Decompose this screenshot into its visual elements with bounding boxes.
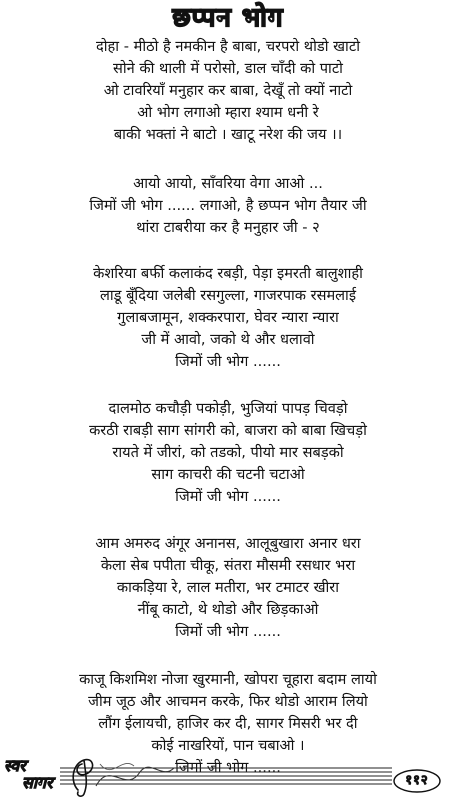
- verse-line: लौंग ईलायची, हाजिर कर दी, सागर मिसरी भर दी: [98, 715, 358, 732]
- verse-line: रायते में जीरां, को तडको, पीयो मार सबड़को: [112, 444, 344, 461]
- verse-line: जिमों जी भोग ......: [175, 488, 281, 505]
- verse-line: जिमों जी भोग ......: [175, 353, 281, 370]
- verse-line: ओ टावरियाँ मनुहार कर बाबा, देखूँ तो क्यों नाटो: [103, 82, 353, 99]
- verse-line: लाडू बूँदिया जलेबी रसगुल्ला, गाजरपाक रसमलाई: [99, 287, 357, 304]
- verse-line: काकड़िया रे, लाल मतीरा, भर टमाटर खीरा: [116, 579, 340, 596]
- verse-line: ओ भोग लगाओ म्हारा श्याम धनी रे: [137, 104, 319, 121]
- verse-line: करठी राबड़ी साग सांगरी को, बाजरा को बाबा खिचड़ो: [89, 422, 367, 439]
- page-number: ११२: [405, 773, 429, 788]
- verse-line: जिमों जी भोग ...... लगाओ, है छप्पन भोग तैयार जी: [89, 197, 367, 214]
- verse-line: जीम जूठ और आचमन करके, फिर थोडो आराम लियो: [88, 693, 368, 710]
- logo-line-2: सागर: [22, 773, 53, 792]
- stanza-doha: [0, 36, 456, 146]
- verse-line: जी में आवो, जको थे और धलावो: [141, 331, 315, 348]
- page-title: छप्पन भोग: [172, 3, 284, 33]
- verse-line: दोहा - मीठो है नमकीन है बाबा, चरपरो थोडो खाटो: [96, 38, 360, 55]
- verse-line: केला सेब पपीता चीकू, संतरा मौसमी रसधार भरा: [100, 557, 356, 574]
- verse-line: सोने की थाली में परोसो, डाल चाँदी को पाटो: [113, 60, 343, 77]
- publisher-logo: [4, 758, 53, 791]
- verse-line: कोई नाखरियों, पान चबाओ ।: [151, 737, 305, 754]
- logo-line-1: स्वर: [4, 756, 26, 775]
- verse-line: जिमों जी भोग ......: [175, 759, 281, 776]
- verse-line: थांरा टाबरीया कर है मनुहार जी - २: [136, 219, 320, 236]
- verse-line: गुलाबजामून, शक्करपारा, घेवर न्यारा न्यारा: [117, 309, 339, 326]
- page-footer: [0, 750, 456, 800]
- stanza-refrain: [0, 173, 456, 239]
- stanza-fruits: [0, 533, 456, 643]
- verse-line: केशरिया बर्फी कलाकंद रबड़ी, पेड़ा इमरती बालुशाही: [93, 265, 363, 282]
- stanza-savories: [0, 398, 456, 508]
- verse-line: जिमों जी भोग ......: [175, 623, 281, 640]
- verse-line: साग काचरी की चटनी चटाओ: [151, 466, 305, 483]
- verse-line: आयो आयो, साँवरिया वेगा आओ ...: [133, 175, 323, 192]
- verse-line: काजू किशमिश नोजा खुरमानी, खोपरा चूहारा बदाम लायो: [79, 671, 377, 688]
- verse-line: दालमोठ कचौड़ी पकोड़ी, भुजियां पापड़ चिवड़ो: [108, 400, 348, 417]
- verse-line: नींबू काटो, थे थोडो और छिड़काओ: [137, 601, 319, 618]
- music-staff-ornament: [0, 750, 456, 800]
- verse-line: आम अमरुद अंगूर अनानस, आलूबुखारा अनार धरा: [95, 535, 361, 552]
- stanza-sweets: [0, 263, 456, 373]
- verse-line: बाकी भक्तां ने बाटो । खाटू नरेश की जय ।।: [113, 126, 343, 143]
